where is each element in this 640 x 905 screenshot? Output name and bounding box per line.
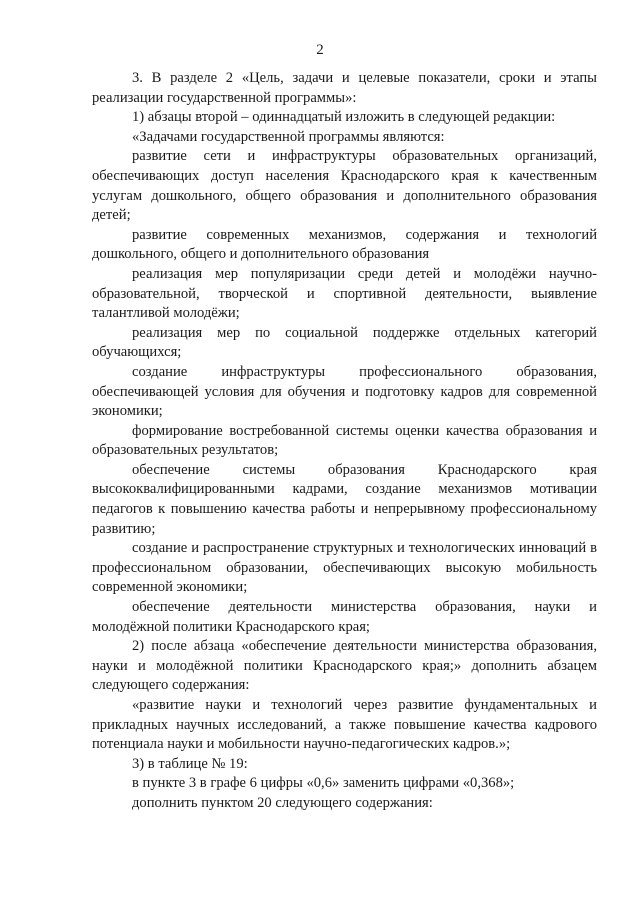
paragraph: реализация мер по социальной поддержке отдельных категорий обучающихся; <box>92 324 597 361</box>
paragraph: создание и распространение структурных и технологических инноваций в профессиональном образовании, обеспечивающих высокую мобильность современной экономики; <box>92 540 597 596</box>
paragraph: обеспечение системы образования Краснодарского края высококвалифицированными кадрами, создание механизмов мотивации педагогов к повышению качества работы и непрерывному профессиональному развитию; <box>92 461 597 537</box>
paragraph: «развитие науки и технологий через развитие фундаментальных и прикладных научных исследований, а также повышение качества кадрового потенциала науки и мобильности научно-педагогических кадров.»; <box>92 697 597 753</box>
paragraph: развитие современных механизмов, содержания и технологий дошкольного, общего и дополнительного образования <box>92 226 597 263</box>
paragraph: в пункте 3 в графе 6 цифры «0,6» заменить цифрами «0,368»; <box>132 775 515 792</box>
page-number: 2 <box>316 42 324 58</box>
paragraph: формирование востребованной системы оценки качества образования и образовательных результатов; <box>92 422 597 459</box>
paragraph: 3) в таблице № 19: <box>132 755 248 772</box>
paragraph: создание инфраструктуры профессионального образования, обеспечивающей условия для обучения и подготовку кадров для современной экономики; <box>92 363 597 420</box>
paragraph: обеспечение деятельности министерства образования, науки и молодёжной политики Краснодарского края; <box>92 599 597 635</box>
paragraph: развитие сети и инфраструктуры образовательных организаций, обеспечивающих доступ населения Краснодарского края к качественным услугам дошкольного, общего образования и дополнительного образования детей; <box>92 148 597 224</box>
document-body <box>92 69 597 814</box>
paragraph: «Задачами государственной программы являются: <box>132 128 445 145</box>
paragraph: 1) абзацы второй – одиннадцатый изложить в следующей редакции: <box>132 109 556 126</box>
paragraph: дополнить пунктом 20 следующего содержания: <box>132 794 433 811</box>
paragraph: 3. В разделе 2 «Цель, задачи и целевые показатели, сроки и этапы реализации государственной программы»: <box>92 70 597 106</box>
paragraph: реализация мер популяризации среди детей и молодёжи научно-образовательной, творческой и спортивной деятельности, выявление талантливой молодёжи; <box>92 265 597 322</box>
paragraph: 2) после абзаца «обеспечение деятельности министерства образования, науки и молодёжной политики Краснодарского края;» дополнить абзацем следующего содержания: <box>92 638 597 694</box>
